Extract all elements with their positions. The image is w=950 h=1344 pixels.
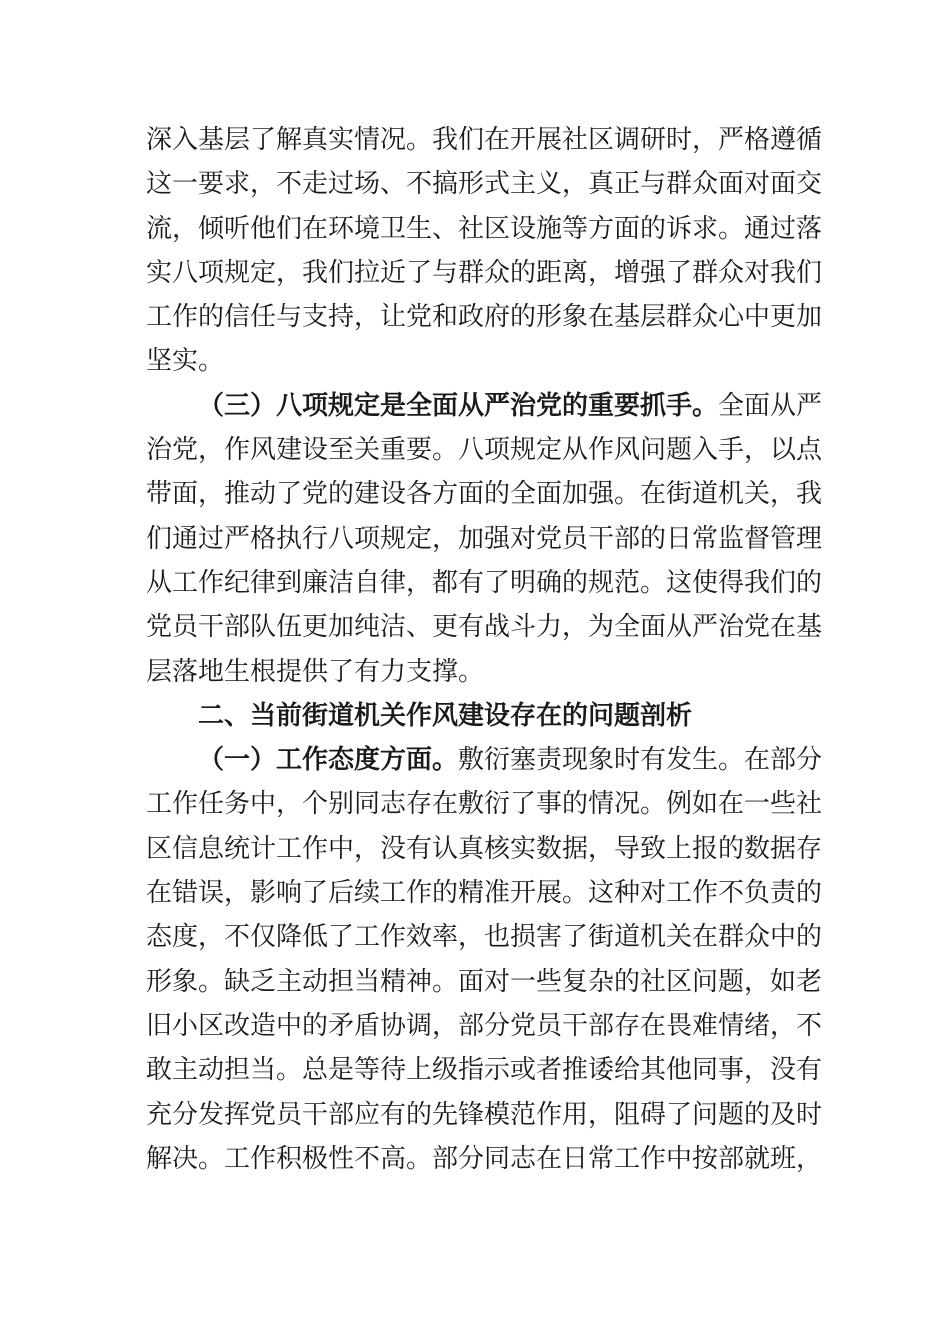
text-line: 形象。缺乏主动担当精神。面对一些复杂的社区问题，如老: [146, 966, 823, 997]
text-line: 们通过严格执行八项规定，加强对党员干部的日常监督管理: [146, 523, 823, 554]
paragraph-3: [146, 738, 823, 1181]
section-heading: 二、当前街道机关作风建设存在的问题剖析: [198, 700, 693, 731]
text-line: 解决。工作积极性不高。部分同志在日常工作中按部就班，: [146, 1143, 823, 1174]
text-line: 流，倾听他们在环境卫生、社区设施等方面的诉求。通过落: [146, 213, 823, 244]
text-line: 充分发挥党员干部应有的先锋模范作用，阻碍了问题的及时: [146, 1099, 823, 1130]
text-line: 这一要求，不走过场、不搞形式主义，真正与群众面对面交: [146, 169, 823, 200]
paragraph-2-first-line: [146, 384, 823, 428]
text-line: 工作任务中，个别同志存在敷衍了事的情况。例如在一些社: [146, 789, 823, 820]
paragraph-3-lead: （一）工作态度方面。: [198, 745, 459, 776]
paragraph-2-first-line-rest: 全面从严: [718, 390, 823, 421]
text-line: 深入基层了解真实情况。我们在开展社区调研时，严格遵循: [146, 125, 823, 155]
text-line: 区信息统计工作中，没有认真核实数据，导致上报的数据存: [146, 833, 823, 864]
text-line: 旧小区改造中的矛盾协调，部分党员干部存在畏难情绪，不: [146, 1010, 823, 1041]
paragraph-3-first-line: [146, 738, 823, 782]
text-line: 从工作纪律到廉洁自律，都有了明确的规范。这使得我们的: [146, 567, 823, 598]
paragraph-1: [146, 118, 823, 384]
text-line: 层落地生根提供了有力支撑。: [146, 656, 485, 687]
paragraph-3-first-line-rest: 敷衍塞责现象时有发生。在部分: [458, 745, 823, 776]
paragraph-2-lead: （三）八项规定是全面从严治党的重要抓手。: [198, 390, 719, 421]
text-line: 工作的信任与支持，让党和政府的形象在基层群众心中更加: [146, 302, 823, 333]
document-body: [146, 118, 823, 1181]
text-line: 带面，推动了党的建设各方面的全面加强。在街道机关，我: [146, 479, 823, 510]
text-line: 党员干部队伍更加纯洁、更有战斗力，为全面从严治党在基: [146, 612, 823, 643]
text-line: 在错误，影响了后续工作的精准开展。这种对工作不负责的: [146, 878, 823, 909]
text-line: 敢主动担当。总是等待上级指示或者推诿给其他同事，没有: [146, 1055, 823, 1086]
text-line: 态度，不仅降低了工作效率，也损害了街道机关在群众中的: [146, 922, 823, 953]
text-line: 治党，作风建设至关重要。八项规定从作风问题入手，以点: [146, 435, 823, 466]
paragraph-2: [146, 384, 823, 694]
text-line: 实八项规定，我们拉近了与群众的距离，增强了群众对我们: [146, 257, 823, 288]
text-line: 坚实。: [146, 346, 225, 377]
